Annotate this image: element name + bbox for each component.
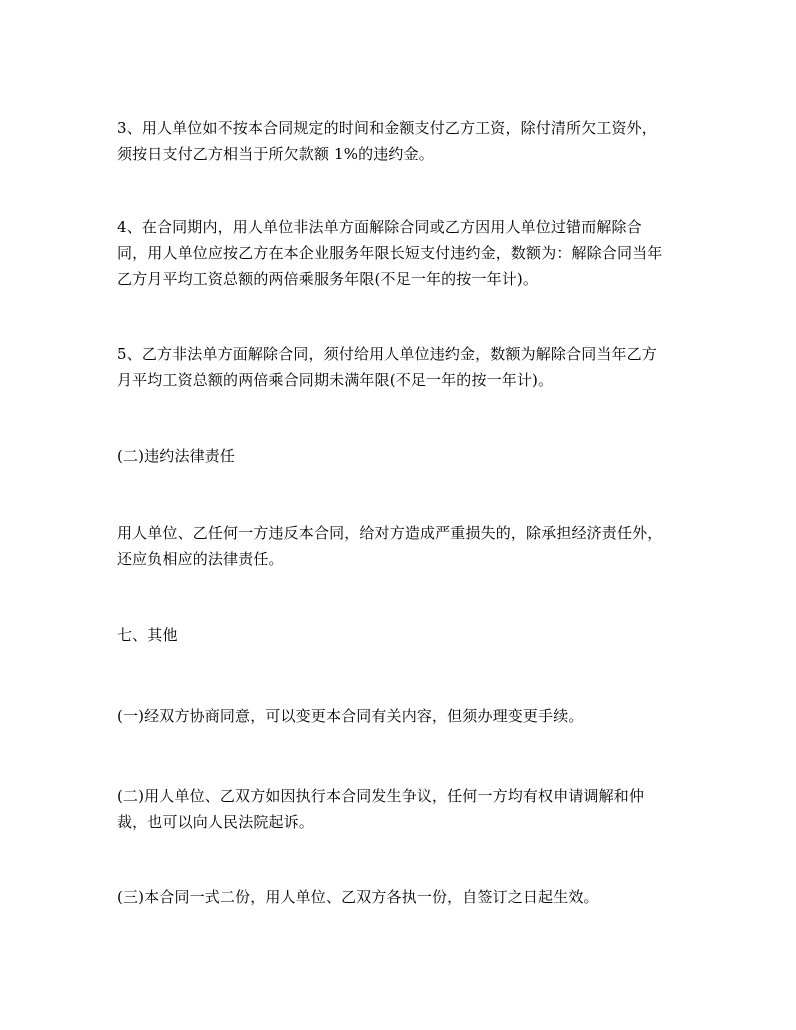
text-line: 裁，也可以向人民法院起诉。 (117, 813, 314, 831)
text-line: (一)经双方协商同意，可以变更本合同有关内容，但须办理变更手续。 (117, 707, 584, 725)
text-line: 月平均工资总额的两倍乘合同期未满年限(不足一年的按一年计)。 (117, 371, 554, 389)
text-line: (二)违约法律责任 (117, 447, 236, 465)
text-line: 5、乙方非法单方面解除合同，须付给用人单位违约金，数额为解除合同当年乙方 (117, 345, 657, 363)
legal-liability-text (117, 520, 689, 572)
section-heading-legal-liability (117, 443, 689, 469)
text-line: 七、其他 (117, 626, 178, 644)
text-line: 乙方月平均工资总额的两倍乘服务年限(不足一年的按一年计)。 (117, 270, 539, 288)
clause-4-employer-termination (117, 214, 689, 292)
text-line: 还应负相应的法律责任。 (117, 550, 284, 568)
other-item-2-disputes (117, 783, 689, 835)
clause-5-employee-termination (117, 341, 689, 393)
text-line: 4、在合同期内，用人单位非法单方面解除合同或乙方因用人单位过错而解除合 (117, 218, 642, 236)
text-line: 同，用人单位应按乙方在本企业服务年限长短支付违约金，数额为：解除合同当年 (117, 244, 663, 262)
section-heading-other (117, 622, 689, 648)
other-item-1-amendment (117, 703, 689, 729)
clause-3-penalty-late-wages (117, 115, 689, 167)
text-line: 3、用人单位如不按本合同规定的时间和金额支付乙方工资，除付清所欠工资外， (117, 119, 657, 137)
text-line: 须按日支付乙方相当于所欠款额 1%的违约金。 (117, 145, 434, 163)
text-line: (三)本合同一式二份，用人单位、乙双方各执一份，自签订之日起生效。 (117, 888, 599, 906)
text-line: 用人单位、乙任何一方违反本合同，给对方造成严重损失的，除承担经济责任外， (117, 524, 663, 542)
text-line: (二)用人单位、乙双方如因执行本合同发生争议，任何一方均有权申请调解和仲 (117, 787, 645, 805)
other-item-3-copies (117, 884, 689, 910)
